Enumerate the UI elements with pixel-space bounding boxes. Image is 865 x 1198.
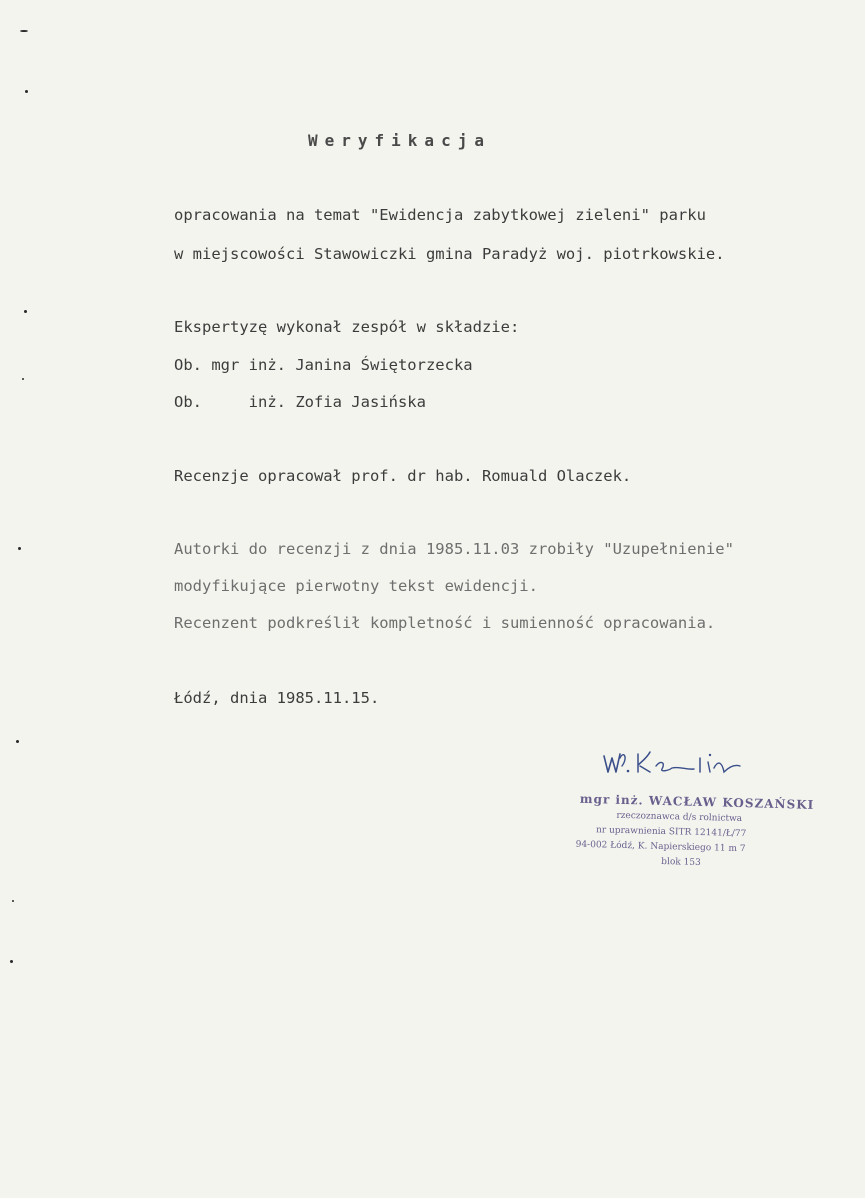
paper-speck xyxy=(16,740,19,743)
document-title: Weryfikacja xyxy=(308,131,491,150)
team-member-2: Ob. inż. Zofia Jasińska xyxy=(174,393,426,411)
note-line-3: Recenzent podkreślił kompletność i sumienność opracowania. xyxy=(174,614,716,632)
paper-speck xyxy=(22,378,24,380)
review-line: Recenzje opracował prof. dr hab. Romuald Olaczek. xyxy=(174,467,632,485)
team-member-1: Ob. mgr inż. Janina Świętorzecka xyxy=(174,356,473,374)
paper-speck xyxy=(25,90,28,93)
stamp-line-block: blok 153 xyxy=(661,856,701,868)
stamp-line-name: mgr inż. WACŁAW KOSZAŃSKI xyxy=(579,791,815,812)
place-date: Łódź, dnia 1985.11.15. xyxy=(174,689,380,707)
stamp-line-address: 94-002 Łódź, K. Napierskiego 11 m 7 xyxy=(575,839,746,855)
paper-speck xyxy=(10,960,13,963)
official-stamp xyxy=(575,791,827,868)
stamp-line-license: nr uprawnienia SITR 12141/Ł/77 xyxy=(595,825,747,840)
stamp-line-title: rzeczoznawca d/s rolnictwa xyxy=(616,810,743,825)
intro-line-2: w miejscowości Stawowiczki gmina Paradyż woj. piotrkowskie. xyxy=(174,245,725,263)
intro-line-1: opracowania na temat "Ewidencja zabytkowej zieleni" parku xyxy=(174,206,706,224)
handwritten-signature xyxy=(590,738,770,788)
team-heading: Ekspertyzę wykonał zespół w składzie: xyxy=(174,318,520,336)
note-line-2: modyfikujące pierwotny tekst ewidencji. xyxy=(174,577,538,595)
paper-speck xyxy=(18,547,21,550)
paper-speck xyxy=(20,30,28,32)
note-line-1: Autorki do recenzji z dnia 1985.11.03 zrobiły "Uzupełnienie" xyxy=(174,540,734,558)
paper-speck xyxy=(24,310,27,313)
paper-speck xyxy=(12,900,14,902)
